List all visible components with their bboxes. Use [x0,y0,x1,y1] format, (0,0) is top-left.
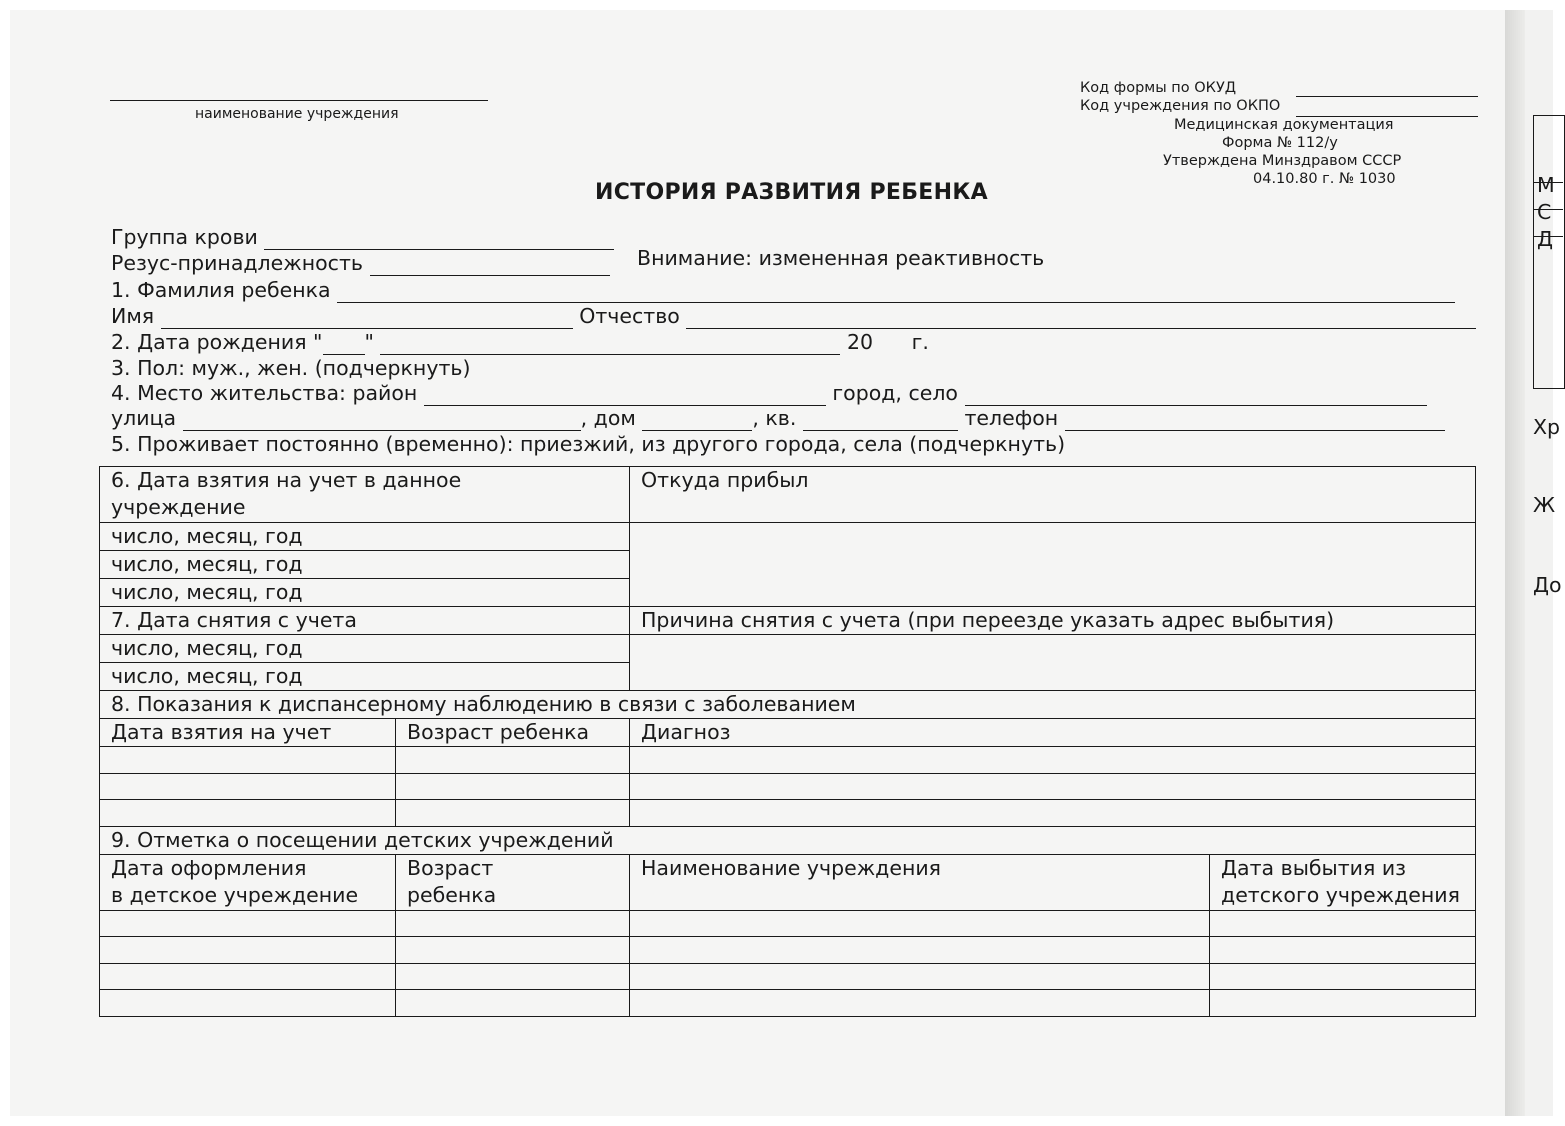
approved-date: 04.10.80 г. № 1030 [1253,171,1396,187]
birth-quote: " [364,330,374,354]
entry-cell[interactable] [100,773,396,800]
next-page-letter: Д [1537,227,1554,251]
entry-cell[interactable] [100,910,396,937]
rhesus-row [111,251,610,276]
section-9-col-enroll-line: Дата оформления [111,855,307,880]
page-title: ИСТОРИЯ РАЗВИТИЯ РЕБЕНКА [595,180,988,205]
apt-label: , кв. [752,406,797,430]
table-row [100,910,1476,937]
entry-cell[interactable] [100,963,396,990]
entry-cell[interactable] [1210,990,1476,1017]
next-page-letter: С [1537,200,1552,224]
birth-date-row [111,330,929,355]
registration-table [99,466,1476,1017]
entry-cell[interactable] [630,800,1476,827]
date-cell[interactable]: число, месяц, год [100,663,630,691]
surname-field[interactable] [337,278,1455,303]
next-page-label: Хр [1533,415,1561,439]
entry-cell[interactable] [630,747,1476,774]
section-8-col-diagnosis: Диагноз [630,719,1476,747]
table-row [100,719,1476,747]
reason-cell[interactable] [630,635,1476,663]
table-row [100,691,1476,719]
date-cell[interactable]: число, месяц, год [100,579,630,607]
apt-field[interactable] [803,406,958,431]
section-9-col-leave-line: детского учреждения [1221,882,1460,907]
date-cell[interactable]: число, месяц, год [100,523,630,551]
table-row [100,937,1476,964]
med-doc-label: Медицинская документация [1174,117,1394,133]
residence-row [111,381,1427,406]
entry-cell[interactable] [630,910,1210,937]
section-9-col-enroll-line: в детское учреждение [111,882,359,907]
section-8-col-age: Возраст ребенка [396,719,630,747]
table-row [100,467,1476,523]
table-row [100,663,1476,691]
entry-cell[interactable] [396,773,630,800]
section-6-title-line: 6. Дата взятия на учет в данное [111,468,462,492]
blood-group-label: Группа крови [111,225,258,249]
institution-name-line [110,100,488,101]
entry-cell[interactable] [396,990,630,1017]
next-page-edge [1525,10,1562,1116]
section-9-col-leave-line: Дата выбытия из [1221,855,1407,880]
street-label: улица [111,406,177,430]
table-row [100,990,1476,1017]
section-9-col-age [396,854,630,910]
section-6-title [100,467,630,523]
address-row [111,406,1445,431]
entry-cell[interactable] [396,937,630,964]
birth-year-prefix: 20 [847,330,874,354]
residence-status-label: 5. Проживает постоянно (временно): приезжий, из другого города, села (подчеркнуть) [111,432,1066,456]
birth-day-field[interactable] [323,330,365,355]
from-cell[interactable] [630,579,1476,607]
institution-name-caption: наименование учреждения [195,106,399,122]
section-6-title-line: учреждение [111,495,246,519]
table-row [100,963,1476,990]
entry-cell[interactable] [1210,963,1476,990]
entry-cell[interactable] [630,990,1210,1017]
sex-label: 3. Пол: муж., жен. (подчеркнуть) [111,356,471,380]
table-row [100,773,1476,800]
book-spine [1505,10,1525,1116]
section-8-title: 8. Показания к диспансерному наблюдению в связи с заболеванием [100,691,1476,719]
date-cell[interactable]: число, месяц, год [100,551,630,579]
section-9-col-age-line: Возраст [407,855,494,880]
entry-cell[interactable] [100,990,396,1017]
section-9-col-leave [1210,854,1476,910]
entry-cell[interactable] [100,747,396,774]
name-row [111,304,1476,329]
blood-group-row [111,225,614,250]
entry-cell[interactable] [100,800,396,827]
next-page-letter: М [1537,173,1555,197]
section-9-col-enroll [100,854,396,910]
patronymic-label: Отчество [579,304,680,328]
city-field[interactable] [965,381,1427,406]
district-field[interactable] [424,381,826,406]
table-row [100,747,1476,774]
entry-cell[interactable] [1210,937,1476,964]
house-field[interactable] [642,406,752,431]
section-7-reason: Причина снятия с учета (при переезде указать адрес выбытия) [630,607,1476,635]
section-9-col-institution: Наименование учреждения [630,854,1210,910]
entry-cell[interactable] [630,773,1476,800]
section-6-from: Откуда прибыл [630,467,1476,523]
entry-cell[interactable] [1210,910,1476,937]
approved-by: Утверждена Минздравом СССР [1163,153,1402,169]
table-row [100,635,1476,663]
entry-cell[interactable] [396,963,630,990]
next-page-label: Ж [1533,493,1556,517]
entry-cell[interactable] [396,800,630,827]
phone-label: телефон [964,406,1059,430]
rhesus-label: Резус-принадлежность [111,251,363,275]
street-field[interactable] [183,406,581,431]
next-page-label: До [1533,573,1562,597]
birth-date-label: 2. Дата рождения " [111,330,323,354]
table-row [100,826,1476,854]
table-row [100,551,1476,579]
okud-line [1296,96,1478,97]
house-label: , дом [580,406,636,430]
surname-row [111,278,1455,303]
table-row [100,800,1476,827]
from-cell[interactable] [630,551,1476,579]
okpo-label: Код учреждения по ОКПО [1080,98,1281,114]
reason-cell[interactable] [630,663,1476,691]
from-cell[interactable] [630,523,1476,551]
entry-cell[interactable] [630,963,1210,990]
name-field[interactable] [161,304,573,329]
patronymic-field[interactable] [686,304,1476,329]
section-9-title: 9. Отметка о посещении детских учреждений [100,826,1476,854]
rhesus-field[interactable] [370,251,610,276]
entry-cell[interactable] [630,937,1210,964]
entry-cell[interactable] [100,937,396,964]
section-7-title: 7. Дата снятия с учета [100,607,630,635]
table-row [100,579,1476,607]
entry-cell[interactable] [396,747,630,774]
form-number: Форма № 112/у [1222,135,1338,151]
city-label: город, село [832,381,958,405]
blood-group-field[interactable] [264,225,614,250]
residence-label: 4. Место жительства: район [111,381,418,405]
okud-label: Код формы по ОКУД [1080,80,1237,96]
birth-year-suffix: г. [911,330,929,354]
attention-label: Внимание: измененная реактивность [637,246,1045,270]
table-row [100,854,1476,910]
birth-month-field[interactable] [380,330,840,355]
table-row [100,607,1476,635]
section-8-col-date: Дата взятия на учет [100,719,396,747]
table-row [100,523,1476,551]
date-cell[interactable]: число, месяц, год [100,635,630,663]
phone-field[interactable] [1065,406,1445,431]
surname-label: 1. Фамилия ребенка [111,278,331,302]
section-9-col-age-line: ребенка [407,882,497,907]
entry-cell[interactable] [396,910,630,937]
name-label: Имя [111,304,155,328]
